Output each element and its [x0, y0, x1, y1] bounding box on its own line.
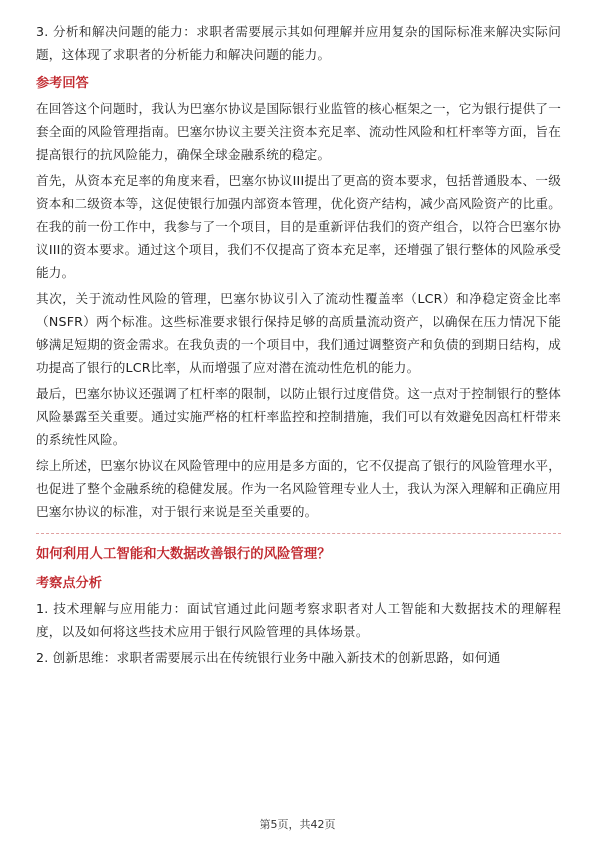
answer-paragraph: 首先，从资本充足率的角度来看，巴塞尔协议III提出了更高的资本要求，包括普通股本、一级资本和二级资本等，这促使银行加强内部资本管理，优化资产结构，减少高风险资产的比重。在我的前一份工作中，我参与了一个项目，目的是重新评估我们的资产组合，以符合巴塞尔协议III的资本要求。通过这个项目，我们不仅提高了资本充足率，还增强了银行整体的风险承受能力。: [36, 173, 561, 280]
analysis-point-3: 3. 分析和解决问题的能力：求职者需要展示其如何理解并应用复杂的国际标准来解决实际问题，这体现了求职者的分析能力和解决问题的能力。: [36, 24, 561, 62]
answer-paragraph: 在回答这个问题时，我认为巴塞尔协议是国际银行业监管的核心框架之一，它为银行提供了一套全面的风险管理指南。巴塞尔协议主要关注资本充足率、流动性风险和杠杆率等方面，旨在提高银行的抗风险能力，确保全球金融系统的稳定。: [36, 101, 561, 162]
document-body: [36, 20, 561, 672]
answer-paragraph: 其次，关于流动性风险的管理，巴塞尔协议引入了流动性覆盖率（LCR）和净稳定资金比率（NSFR）两个标准。这些标准要求银行保持足够的高质量流动资产，以确保在压力情况下能够满足短期的资金需求。在我负责的一个项目中，我们通过调整资产和负债的到期日结构，成功提高了银行的LCR比率，从而增强了应对潜在流动性危机的能力。: [36, 291, 561, 375]
analysis-point: 2. 创新思维：求职者需要展示出在传统银行业务中融入新技术的创新思路，如何通: [36, 650, 501, 665]
page-number-footer: 第5页，共42页: [259, 818, 336, 831]
analysis-heading: 考察点分析: [36, 576, 102, 591]
analysis-point: 1. 技术理解与应用能力：面试官通过此问题考察求职者对人工智能和大数据技术的理解程度，以及如何将这些技术应用于银行风险管理的具体场景。: [36, 601, 561, 639]
reference-answer-heading: 参考回答: [36, 76, 89, 91]
answer-paragraph: 综上所述，巴塞尔协议在风险管理中的应用是多方面的，它不仅提高了银行的风险管理水平，也促进了整个金融系统的稳健发展。作为一名风险管理专业人士，我认为深入理解和正确应用巴塞尔协议的标准，对于银行来说是至关重要的。: [36, 458, 561, 519]
question-title: 如何利用人工智能和大数据改善银行的风险管理？: [36, 547, 331, 562]
answer-paragraph: 最后，巴塞尔协议还强调了杠杆率的限制，以防止银行过度借贷。这一点对于控制银行的整体风险暴露至关重要。通过实施严格的杠杆率监控和控制措施，我们可以有效避免因高杠杆带来的系统性风险。: [36, 386, 561, 447]
section-divider: [36, 533, 561, 534]
